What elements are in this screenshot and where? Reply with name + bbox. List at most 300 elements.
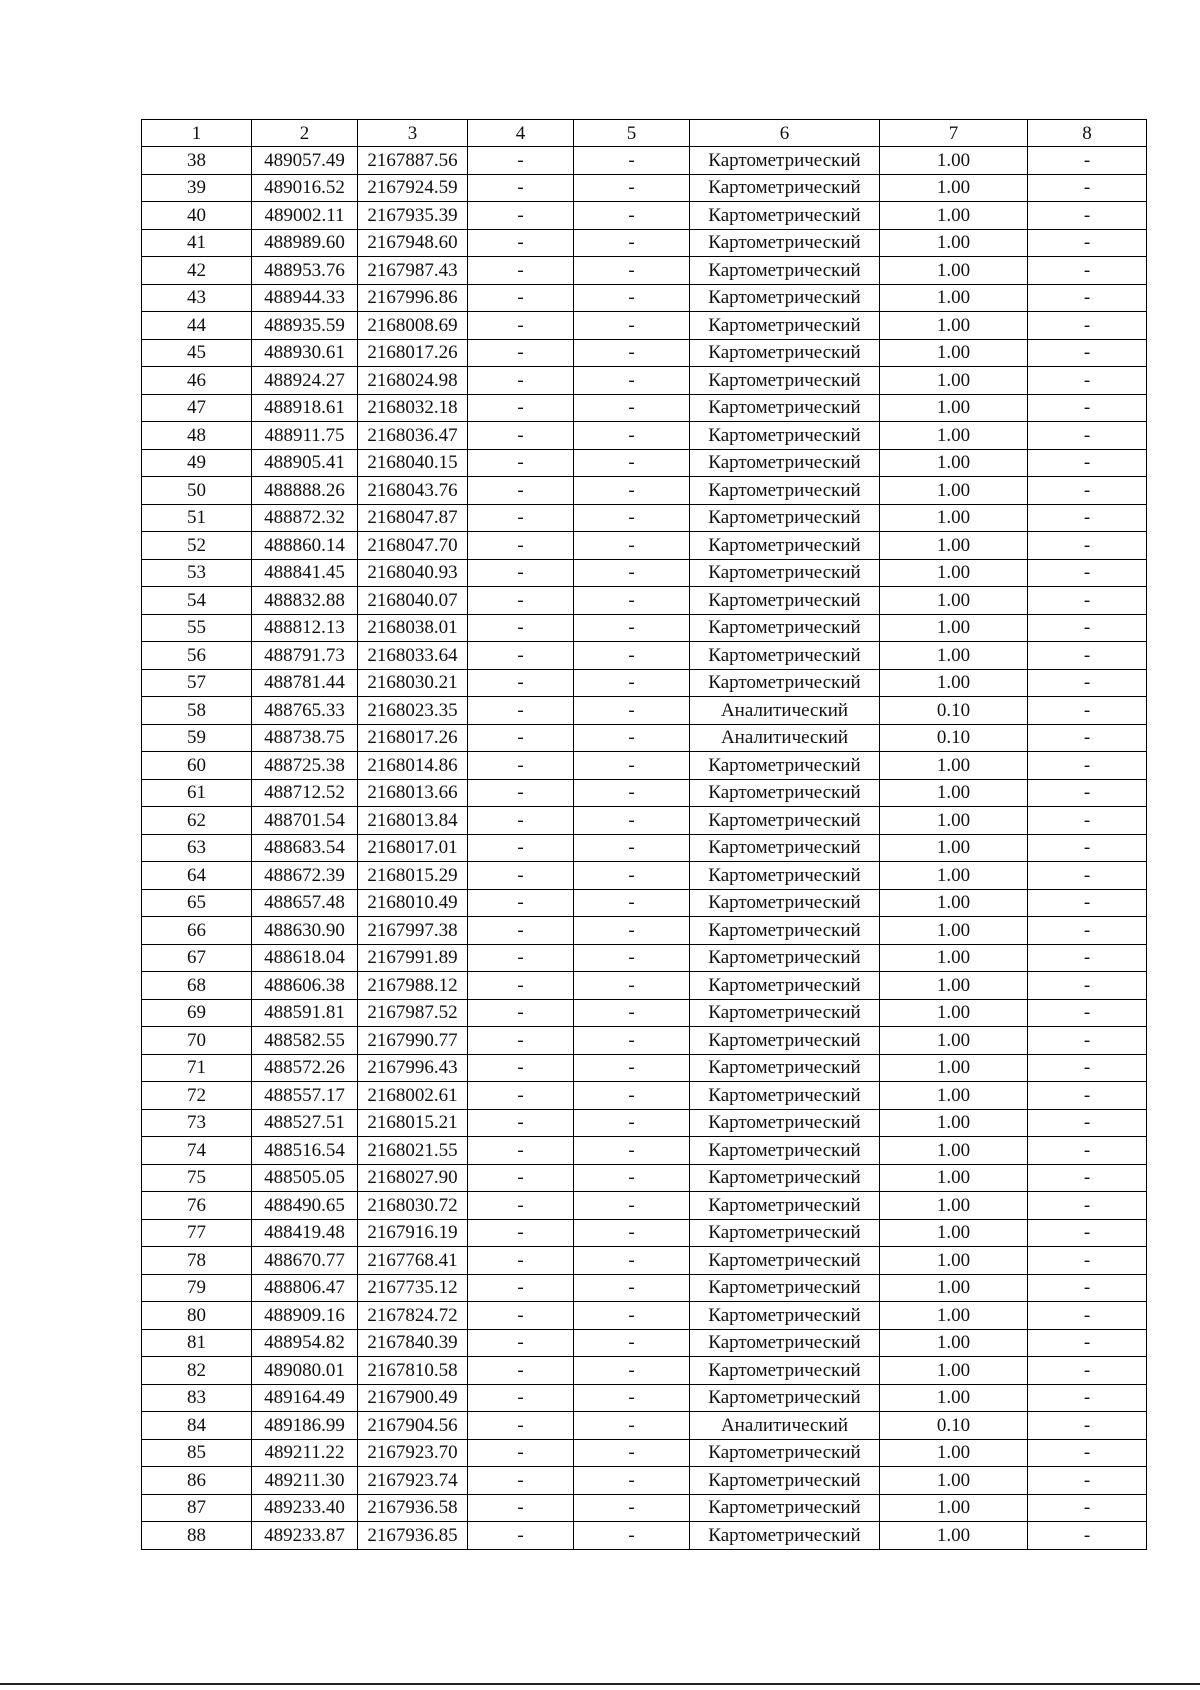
accuracy-cell: 1.00 — [880, 559, 1028, 587]
col4-cell: - — [468, 477, 574, 505]
method-cell: Картометрический — [690, 972, 880, 1000]
y-coordinate-cell: 2167987.52 — [358, 999, 468, 1027]
table-row — [142, 972, 1147, 1000]
method-cell: Картометрический — [690, 312, 880, 340]
x-coordinate-cell: 488918.61 — [252, 394, 358, 422]
point-number-cell: 44 — [142, 312, 252, 340]
y-coordinate-cell: 2168010.49 — [358, 889, 468, 917]
accuracy-cell: 1.00 — [880, 312, 1028, 340]
table-row — [142, 477, 1147, 505]
method-cell: Картометрический — [690, 1109, 880, 1137]
col8-cell: - — [1028, 1467, 1147, 1495]
col5-cell: - — [574, 724, 690, 752]
point-number-cell: 42 — [142, 257, 252, 285]
method-cell: Картометрический — [690, 834, 880, 862]
accuracy-cell: 1.00 — [880, 834, 1028, 862]
table-row — [142, 202, 1147, 230]
x-coordinate-cell: 488806.47 — [252, 1274, 358, 1302]
col5-cell: - — [574, 1274, 690, 1302]
point-number-cell: 65 — [142, 889, 252, 917]
col8-cell: - — [1028, 834, 1147, 862]
col5-cell: - — [574, 779, 690, 807]
table-row — [142, 587, 1147, 615]
method-cell: Картометрический — [690, 1467, 880, 1495]
col8-cell: - — [1028, 587, 1147, 615]
accuracy-cell: 1.00 — [880, 202, 1028, 230]
col5-cell: - — [574, 1467, 690, 1495]
point-number-cell: 48 — [142, 422, 252, 450]
point-number-cell: 68 — [142, 972, 252, 1000]
column-header: 4 — [468, 120, 574, 147]
accuracy-cell: 1.00 — [880, 339, 1028, 367]
y-coordinate-cell: 2167991.89 — [358, 944, 468, 972]
col4-cell: - — [468, 1192, 574, 1220]
method-cell: Картометрический — [690, 1329, 880, 1357]
accuracy-cell: 1.00 — [880, 1192, 1028, 1220]
x-coordinate-cell: 488557.17 — [252, 1082, 358, 1110]
col4-cell: - — [468, 862, 574, 890]
point-number-cell: 66 — [142, 917, 252, 945]
method-cell: Картометрический — [690, 559, 880, 587]
accuracy-cell: 1.00 — [880, 1384, 1028, 1412]
point-number-cell: 84 — [142, 1412, 252, 1440]
col8-cell: - — [1028, 1274, 1147, 1302]
col8-cell: - — [1028, 779, 1147, 807]
point-number-cell: 71 — [142, 1054, 252, 1082]
col4-cell: - — [468, 257, 574, 285]
col8-cell: - — [1028, 972, 1147, 1000]
col8-cell: - — [1028, 642, 1147, 670]
y-coordinate-cell: 2168047.70 — [358, 532, 468, 560]
method-cell: Аналитический — [690, 1412, 880, 1440]
point-number-cell: 43 — [142, 284, 252, 312]
col5-cell: - — [574, 917, 690, 945]
col4-cell: - — [468, 779, 574, 807]
method-cell: Картометрический — [690, 999, 880, 1027]
col5-cell: - — [574, 807, 690, 835]
method-cell: Картометрический — [690, 889, 880, 917]
y-coordinate-cell: 2167936.85 — [358, 1522, 468, 1550]
point-number-cell: 67 — [142, 944, 252, 972]
col5-cell: - — [574, 1054, 690, 1082]
table-row — [142, 449, 1147, 477]
accuracy-cell: 1.00 — [880, 1082, 1028, 1110]
table-row — [142, 1027, 1147, 1055]
point-number-cell: 85 — [142, 1439, 252, 1467]
x-coordinate-cell: 488701.54 — [252, 807, 358, 835]
point-number-cell: 88 — [142, 1522, 252, 1550]
table-row — [142, 1384, 1147, 1412]
col4-cell: - — [468, 367, 574, 395]
col4-cell: - — [468, 1137, 574, 1165]
col5-cell: - — [574, 697, 690, 725]
col8-cell: - — [1028, 1494, 1147, 1522]
accuracy-cell: 1.00 — [880, 779, 1028, 807]
col5-cell: - — [574, 1219, 690, 1247]
accuracy-cell: 1.00 — [880, 1219, 1028, 1247]
col5-cell: - — [574, 449, 690, 477]
y-coordinate-cell: 2167935.39 — [358, 202, 468, 230]
accuracy-cell: 1.00 — [880, 1357, 1028, 1385]
y-coordinate-cell: 2167840.39 — [358, 1329, 468, 1357]
accuracy-cell: 1.00 — [880, 862, 1028, 890]
col4-cell: - — [468, 1302, 574, 1330]
col5-cell: - — [574, 202, 690, 230]
col4-cell: - — [468, 1357, 574, 1385]
y-coordinate-cell: 2168014.86 — [358, 752, 468, 780]
accuracy-cell: 1.00 — [880, 1247, 1028, 1275]
method-cell: Картометрический — [690, 257, 880, 285]
col8-cell: - — [1028, 1027, 1147, 1055]
col8-cell: - — [1028, 614, 1147, 642]
x-coordinate-cell: 488657.48 — [252, 889, 358, 917]
col8-cell: - — [1028, 477, 1147, 505]
col5-cell: - — [574, 147, 690, 175]
col5-cell: - — [574, 422, 690, 450]
accuracy-cell: 0.10 — [880, 724, 1028, 752]
method-cell: Картометрический — [690, 752, 880, 780]
col8-cell: - — [1028, 1522, 1147, 1550]
method-cell: Картометрический — [690, 339, 880, 367]
method-cell: Картометрический — [690, 1054, 880, 1082]
y-coordinate-cell: 2168008.69 — [358, 312, 468, 340]
column-header: 3 — [358, 120, 468, 147]
table-row — [142, 394, 1147, 422]
col5-cell: - — [574, 1357, 690, 1385]
method-cell: Картометрический — [690, 1164, 880, 1192]
col5-cell: - — [574, 1494, 690, 1522]
x-coordinate-cell: 488606.38 — [252, 972, 358, 1000]
x-coordinate-cell: 488832.88 — [252, 587, 358, 615]
y-coordinate-cell: 2167997.38 — [358, 917, 468, 945]
col4-cell: - — [468, 1247, 574, 1275]
table-row — [142, 779, 1147, 807]
table-header — [142, 120, 1147, 147]
table-row — [142, 1302, 1147, 1330]
table-row — [142, 1164, 1147, 1192]
col4-cell: - — [468, 147, 574, 175]
col8-cell: - — [1028, 752, 1147, 780]
method-cell: Картометрический — [690, 1219, 880, 1247]
y-coordinate-cell: 2168002.61 — [358, 1082, 468, 1110]
table-row — [142, 1137, 1147, 1165]
coordinates-table — [141, 119, 1147, 1550]
x-coordinate-cell: 488872.32 — [252, 504, 358, 532]
accuracy-cell: 1.00 — [880, 1027, 1028, 1055]
col8-cell: - — [1028, 339, 1147, 367]
col4-cell: - — [468, 807, 574, 835]
column-header: 2 — [252, 120, 358, 147]
table-row — [142, 559, 1147, 587]
table-row — [142, 422, 1147, 450]
table-row — [142, 504, 1147, 532]
y-coordinate-cell: 2167916.19 — [358, 1219, 468, 1247]
col8-cell: - — [1028, 1384, 1147, 1412]
x-coordinate-cell: 488618.04 — [252, 944, 358, 972]
x-coordinate-cell: 489233.40 — [252, 1494, 358, 1522]
accuracy-cell: 1.00 — [880, 504, 1028, 532]
point-number-cell: 62 — [142, 807, 252, 835]
col4-cell: - — [468, 724, 574, 752]
point-number-cell: 47 — [142, 394, 252, 422]
col5-cell: - — [574, 477, 690, 505]
col8-cell: - — [1028, 312, 1147, 340]
accuracy-cell: 1.00 — [880, 669, 1028, 697]
method-cell: Картометрический — [690, 944, 880, 972]
x-coordinate-cell: 488944.33 — [252, 284, 358, 312]
point-number-cell: 45 — [142, 339, 252, 367]
accuracy-cell: 0.10 — [880, 697, 1028, 725]
x-coordinate-cell: 488630.90 — [252, 917, 358, 945]
method-cell: Картометрический — [690, 1082, 880, 1110]
col4-cell: - — [468, 1274, 574, 1302]
col8-cell: - — [1028, 1412, 1147, 1440]
col8-cell: - — [1028, 504, 1147, 532]
x-coordinate-cell: 489211.22 — [252, 1439, 358, 1467]
x-coordinate-cell: 489164.49 — [252, 1384, 358, 1412]
col5-cell: - — [574, 614, 690, 642]
x-coordinate-cell: 488505.05 — [252, 1164, 358, 1192]
col4-cell: - — [468, 999, 574, 1027]
col8-cell: - — [1028, 1302, 1147, 1330]
accuracy-cell: 1.00 — [880, 1302, 1028, 1330]
accuracy-cell: 1.00 — [880, 449, 1028, 477]
method-cell: Картометрический — [690, 532, 880, 560]
accuracy-cell: 1.00 — [880, 147, 1028, 175]
method-cell: Картометрический — [690, 367, 880, 395]
point-number-cell: 46 — [142, 367, 252, 395]
y-coordinate-cell: 2167988.12 — [358, 972, 468, 1000]
col4-cell: - — [468, 1027, 574, 1055]
method-cell: Картометрический — [690, 614, 880, 642]
col8-cell: - — [1028, 999, 1147, 1027]
column-header: 1 — [142, 120, 252, 147]
col4-cell: - — [468, 917, 574, 945]
col4-cell: - — [468, 532, 574, 560]
method-cell: Картометрический — [690, 284, 880, 312]
accuracy-cell: 1.00 — [880, 944, 1028, 972]
y-coordinate-cell: 2168023.35 — [358, 697, 468, 725]
y-coordinate-cell: 2168032.18 — [358, 394, 468, 422]
col5-cell: - — [574, 834, 690, 862]
x-coordinate-cell: 488670.77 — [252, 1247, 358, 1275]
method-cell: Картометрический — [690, 917, 880, 945]
col8-cell: - — [1028, 1109, 1147, 1137]
col5-cell: - — [574, 1439, 690, 1467]
accuracy-cell: 1.00 — [880, 1439, 1028, 1467]
col5-cell: - — [574, 257, 690, 285]
table-row — [142, 807, 1147, 835]
col8-cell: - — [1028, 1439, 1147, 1467]
accuracy-cell: 1.00 — [880, 367, 1028, 395]
x-coordinate-cell: 489233.87 — [252, 1522, 358, 1550]
col4-cell: - — [468, 944, 574, 972]
table-row — [142, 1054, 1147, 1082]
point-number-cell: 76 — [142, 1192, 252, 1220]
col4-cell: - — [468, 669, 574, 697]
table-row — [142, 1494, 1147, 1522]
col4-cell: - — [468, 422, 574, 450]
page-bottom-rule — [0, 1683, 1200, 1685]
table-row — [142, 1109, 1147, 1137]
col8-cell: - — [1028, 1357, 1147, 1385]
col4-cell: - — [468, 1384, 574, 1412]
col5-cell: - — [574, 1192, 690, 1220]
x-coordinate-cell: 488516.54 — [252, 1137, 358, 1165]
x-coordinate-cell: 488841.45 — [252, 559, 358, 587]
col8-cell: - — [1028, 367, 1147, 395]
col8-cell: - — [1028, 202, 1147, 230]
table-row — [142, 917, 1147, 945]
x-coordinate-cell: 488582.55 — [252, 1027, 358, 1055]
method-cell: Картометрический — [690, 1439, 880, 1467]
x-coordinate-cell: 488725.38 — [252, 752, 358, 780]
x-coordinate-cell: 488781.44 — [252, 669, 358, 697]
col4-cell: - — [468, 1329, 574, 1357]
col8-cell: - — [1028, 917, 1147, 945]
method-cell: Картометрический — [690, 202, 880, 230]
y-coordinate-cell: 2168017.26 — [358, 724, 468, 752]
y-coordinate-cell: 2167996.86 — [358, 284, 468, 312]
col4-cell: - — [468, 1219, 574, 1247]
accuracy-cell: 1.00 — [880, 614, 1028, 642]
accuracy-cell: 1.00 — [880, 422, 1028, 450]
col5-cell: - — [574, 504, 690, 532]
col4-cell: - — [468, 642, 574, 670]
col4-cell: - — [468, 449, 574, 477]
y-coordinate-cell: 2168030.72 — [358, 1192, 468, 1220]
y-coordinate-cell: 2168038.01 — [358, 614, 468, 642]
table-row — [142, 1412, 1147, 1440]
y-coordinate-cell: 2167768.41 — [358, 1247, 468, 1275]
col5-cell: - — [574, 532, 690, 560]
method-cell: Картометрический — [690, 1192, 880, 1220]
col8-cell: - — [1028, 1247, 1147, 1275]
col4-cell: - — [468, 1164, 574, 1192]
col8-cell: - — [1028, 147, 1147, 175]
point-number-cell: 63 — [142, 834, 252, 862]
point-number-cell: 79 — [142, 1274, 252, 1302]
point-number-cell: 39 — [142, 174, 252, 202]
x-coordinate-cell: 488930.61 — [252, 339, 358, 367]
y-coordinate-cell: 2168033.64 — [358, 642, 468, 670]
col5-cell: - — [574, 972, 690, 1000]
y-coordinate-cell: 2168047.87 — [358, 504, 468, 532]
method-cell: Картометрический — [690, 1302, 880, 1330]
x-coordinate-cell: 489057.49 — [252, 147, 358, 175]
y-coordinate-cell: 2168015.29 — [358, 862, 468, 890]
table-row — [142, 862, 1147, 890]
col4-cell: - — [468, 972, 574, 1000]
col4-cell: - — [468, 229, 574, 257]
col5-cell: - — [574, 669, 690, 697]
y-coordinate-cell: 2167735.12 — [358, 1274, 468, 1302]
point-number-cell: 64 — [142, 862, 252, 890]
y-coordinate-cell: 2167923.70 — [358, 1439, 468, 1467]
col5-cell: - — [574, 587, 690, 615]
method-cell: Картометрический — [690, 1247, 880, 1275]
accuracy-cell: 1.00 — [880, 1164, 1028, 1192]
method-cell: Картометрический — [690, 504, 880, 532]
table-row — [142, 174, 1147, 202]
x-coordinate-cell: 488765.33 — [252, 697, 358, 725]
x-coordinate-cell: 489016.52 — [252, 174, 358, 202]
col4-cell: - — [468, 174, 574, 202]
y-coordinate-cell: 2167810.58 — [358, 1357, 468, 1385]
method-cell: Картометрический — [690, 669, 880, 697]
table-row — [142, 1082, 1147, 1110]
accuracy-cell: 1.00 — [880, 587, 1028, 615]
y-coordinate-cell: 2168024.98 — [358, 367, 468, 395]
col8-cell: - — [1028, 1219, 1147, 1247]
table-row — [142, 147, 1147, 175]
x-coordinate-cell: 488683.54 — [252, 834, 358, 862]
point-number-cell: 73 — [142, 1109, 252, 1137]
col4-cell: - — [468, 1054, 574, 1082]
col8-cell: - — [1028, 394, 1147, 422]
point-number-cell: 49 — [142, 449, 252, 477]
col5-cell: - — [574, 1302, 690, 1330]
point-number-cell: 72 — [142, 1082, 252, 1110]
method-cell: Картометрический — [690, 642, 880, 670]
method-cell: Картометрический — [690, 1494, 880, 1522]
accuracy-cell: 1.00 — [880, 642, 1028, 670]
y-coordinate-cell: 2167900.49 — [358, 1384, 468, 1412]
y-coordinate-cell: 2168040.15 — [358, 449, 468, 477]
col5-cell: - — [574, 367, 690, 395]
x-coordinate-cell: 488989.60 — [252, 229, 358, 257]
y-coordinate-cell: 2168043.76 — [358, 477, 468, 505]
accuracy-cell: 0.10 — [880, 1412, 1028, 1440]
col5-cell: - — [574, 229, 690, 257]
col5-cell: - — [574, 174, 690, 202]
method-cell: Картометрический — [690, 862, 880, 890]
x-coordinate-cell: 488738.75 — [252, 724, 358, 752]
accuracy-cell: 1.00 — [880, 1109, 1028, 1137]
table-row — [142, 532, 1147, 560]
x-coordinate-cell: 488791.73 — [252, 642, 358, 670]
point-number-cell: 55 — [142, 614, 252, 642]
col5-cell: - — [574, 1137, 690, 1165]
accuracy-cell: 1.00 — [880, 1137, 1028, 1165]
table-row — [142, 339, 1147, 367]
table-row — [142, 312, 1147, 340]
col8-cell: - — [1028, 724, 1147, 752]
y-coordinate-cell: 2168021.55 — [358, 1137, 468, 1165]
accuracy-cell: 1.00 — [880, 889, 1028, 917]
col5-cell: - — [574, 1027, 690, 1055]
table-row — [142, 257, 1147, 285]
method-cell: Картометрический — [690, 422, 880, 450]
col8-cell: - — [1028, 532, 1147, 560]
column-header: 6 — [690, 120, 880, 147]
col5-cell: - — [574, 752, 690, 780]
table-body — [142, 147, 1147, 1550]
col8-cell: - — [1028, 257, 1147, 285]
accuracy-cell: 1.00 — [880, 917, 1028, 945]
accuracy-cell: 1.00 — [880, 972, 1028, 1000]
method-cell: Аналитический — [690, 724, 880, 752]
y-coordinate-cell: 2168027.90 — [358, 1164, 468, 1192]
table-row — [142, 1247, 1147, 1275]
column-header: 7 — [880, 120, 1028, 147]
col4-cell: - — [468, 1412, 574, 1440]
col5-cell: - — [574, 999, 690, 1027]
point-number-cell: 40 — [142, 202, 252, 230]
y-coordinate-cell: 2168015.21 — [358, 1109, 468, 1137]
col5-cell: - — [574, 862, 690, 890]
y-coordinate-cell: 2168040.93 — [358, 559, 468, 587]
